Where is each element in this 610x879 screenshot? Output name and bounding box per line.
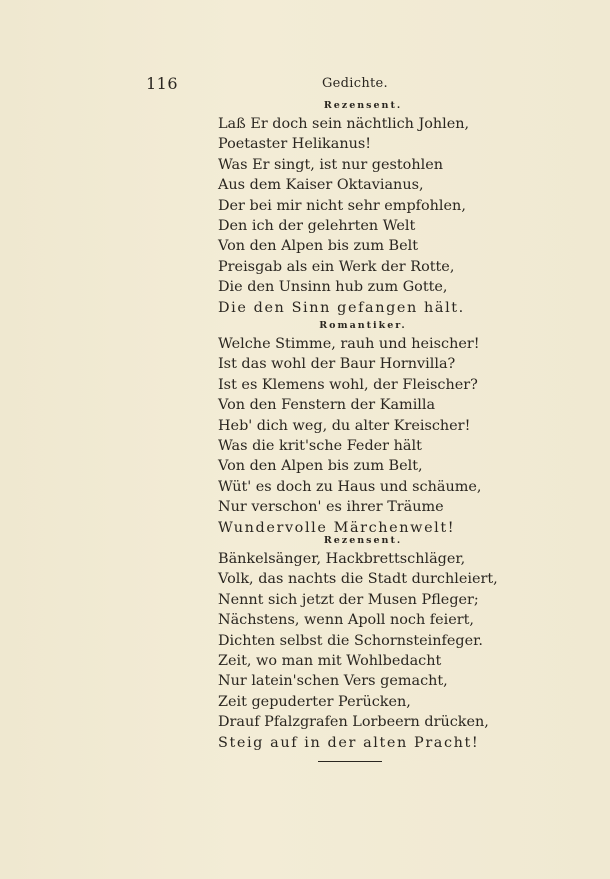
verse-line: Nächstens, wenn Apoll noch feiert, [218,612,475,629]
verse-line: Ist es Klemens wohl, der Fleischer? [218,376,478,393]
verse-line: Was die krit'sche Feder hält [218,438,422,455]
running-head: Gedichte. [322,76,388,91]
verse-line: Nennt sich jetzt der Musen Pfleger; [218,591,479,608]
verse-line: Von den Alpen bis zum Belt, [218,458,423,475]
verse-line: Heb' dich weg, du alter Kreischer! [218,417,471,434]
verse-line: Aus dem Kaiser Oktavianus, [218,177,424,194]
verse-line: Poetaster Helikanus! [218,136,372,153]
verse-line: Ist das wohl der Baur Hornvilla? [218,356,456,373]
verse-line: Den ich der gelehrten Welt [218,218,416,235]
speaker-label: Rezensent. [323,535,403,546]
verse-line: Preisgab als ein Werk der Rotte, [218,258,455,275]
verse-line: Die den Sinn gefangen hält. [218,299,465,316]
end-rule [318,761,382,762]
verse-line: Zeit gepuderter Perücken, [218,693,411,710]
stanza-rezensent-1 [218,100,488,318]
verse-line: Dichten selbst die Schornsteinfeger. [218,632,483,649]
verse-line: Die den Unsinn hub zum Gotte, [218,279,448,296]
verse-line: Welche Stimme, rauh und heischer! [218,336,480,352]
verse-line: Steig auf in der alten Pracht! [218,734,480,751]
verse-line: Bänkelsänger, Hackbrettschläger, [218,551,466,567]
verse-line: Von den Alpen bis zum Belt [218,238,419,255]
stanza-rezensent-2 [218,535,498,753]
verse-line: Nur latein'schen Vers gemacht, [218,673,448,690]
verse-line: Der bei mir nicht sehr empfohlen, [218,197,466,214]
verse-line: Laß Er doch sein nächtlich Johlen, [218,116,470,132]
verse-line: Zeit, wo man mit Wohlbedacht [218,653,442,670]
speaker-label: Romantiker. [319,320,407,331]
verse-line: Drauf Pfalzgrafen Lorbeern drücken, [218,714,489,731]
verse-line: Volk, das nachts die Stadt durchleiert, [218,571,498,588]
verse-line: Wüt' es doch zu Haus und schäume, [218,478,482,495]
speaker-label: Rezensent. [323,100,403,111]
stanza-romantiker [218,320,488,538]
page-number: 116 [146,74,179,93]
verse-line: Was Er singt, ist nur gestohlen [218,156,443,173]
verse-line: Nur verschon' es ihrer Träume [218,499,444,516]
verse-line: Wundervolle Märchenwelt! [218,519,456,536]
verse-line: Von den Fenstern der Kamilla [218,397,436,414]
